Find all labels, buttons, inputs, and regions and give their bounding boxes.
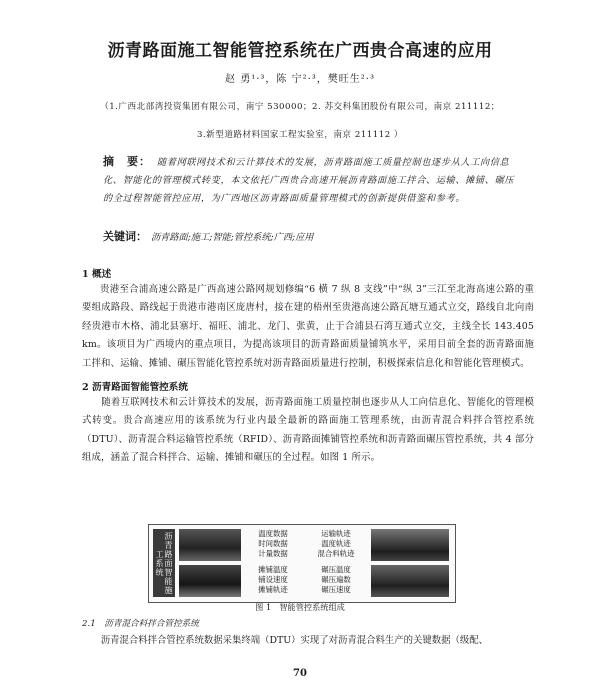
- transport-truck-photo: [371, 529, 449, 561]
- affiliation-line-2: 3.新型道路材料国家工程实验室，南京 211112 ）: [196, 130, 404, 140]
- section-2-text: 随着互联网技术和云计算技术的发展，沥青路面施工质量控制也逐步从人工向信息化、智能化的管理模式转变。贵合高速应用的该系统为行业内最全最新的路面施工管理系统，由沥青混合料拌合管控系统（DTU）、沥青混合料运输管控系统（RFID）、沥青路面摊铺管控系统和沥青路面碾压管控系统，共 4 部分组成，涵盖了混合料拌合、运输、摊铺和碾压的全过程。如图 1 所示。: [82, 397, 534, 464]
- section-2-1-heading: 2.1 沥青混合料拌合管控系统: [82, 619, 199, 629]
- paper-title: 沥青路面施工智能管控系统在广西贵合高速的应用: [107, 41, 493, 61]
- keywords: [103, 228, 523, 244]
- section-2-heading: 2 沥青路面智能管控系统: [82, 382, 188, 393]
- figure-1-caption: 图 1 智能管控系统组成: [255, 602, 345, 612]
- abstract: [103, 153, 523, 208]
- keywords-label: 关键词：: [103, 230, 147, 243]
- section-2-body: [82, 394, 534, 468]
- affiliation-line-1: （1.广西北部湾投资集团有限公司，南宁 530000；2. 苏交科集团股份有限公司，南京 211112；: [100, 102, 500, 112]
- figure-1: [148, 524, 456, 603]
- keywords-text: 沥青路面;施工;智能;管控系统;广西;应用: [151, 232, 314, 243]
- section-2-1-text: 沥青混合料拌合管控系统数据采集终端（DTU）实现了对沥青混合料生产的关键数据（级配、: [82, 635, 489, 646]
- roller-photo: [371, 565, 449, 597]
- figure-label-transport: 运输轨迹 温度轨迹 混合料轨迹: [317, 529, 355, 558]
- abstract-text: 随着网联网技术和云计算技术的发展，沥青路面施工质量控制也逐步从人工向信息化、智能化的管理模式转变，本文依托广西贵合高速开展沥青路面施工拌合、运输、摊铺、碾压的全过程智能管控应用，为广西地区沥青路面质量管理模式的创新提供借鉴和参考。: [103, 157, 515, 204]
- author-list: 赵 勇¹·³，陈 宁²·³，樊旺生²·³: [225, 74, 375, 85]
- figure-label-mixing: 温度数据 时间数据 计量数据: [258, 529, 288, 558]
- figure-side-title: 沥青路面智能施工系统: [153, 529, 175, 597]
- paver-photo: [179, 565, 241, 597]
- figure-label-paving: 摊铺温度 铺设速度 摊铺轨迹: [258, 565, 288, 594]
- section-1-heading: 1 概述: [82, 269, 112, 280]
- abstract-label: 摘 要：: [103, 155, 151, 168]
- section-1-body: [82, 281, 534, 373]
- page-number: 70: [293, 668, 307, 679]
- section-1-text: 贵港至合浦高速公路是广西高速公路网规划修编“6 横 7 纵 8 支线”中“纵 3”三江至北海高速公路的重要组成路段、路线起于贵港市港南区庞唐村，接在建的梧州至贵港高速公路瓦塘互通式立交，路线自北向南经贵港市木格、浦北县寨圩、福旺、浦北、龙门、张黄，止于合浦县石湾互通式立交，主线全长 143.405 km。该项目为广西境内的重点项目，为提高该项目的沥青路面质量铺筑水平，采用目前全套的沥青路面施工拌和、运输、摊铺、碾压智能化管控系统对沥青路面质量进行控制，积极探索信息化和智能化管理模式。: [82, 284, 534, 369]
- figure-label-rolling: 碾压温度 碾压遍数 碾压速度: [321, 565, 351, 594]
- mixing-plant-photo: [179, 529, 241, 561]
